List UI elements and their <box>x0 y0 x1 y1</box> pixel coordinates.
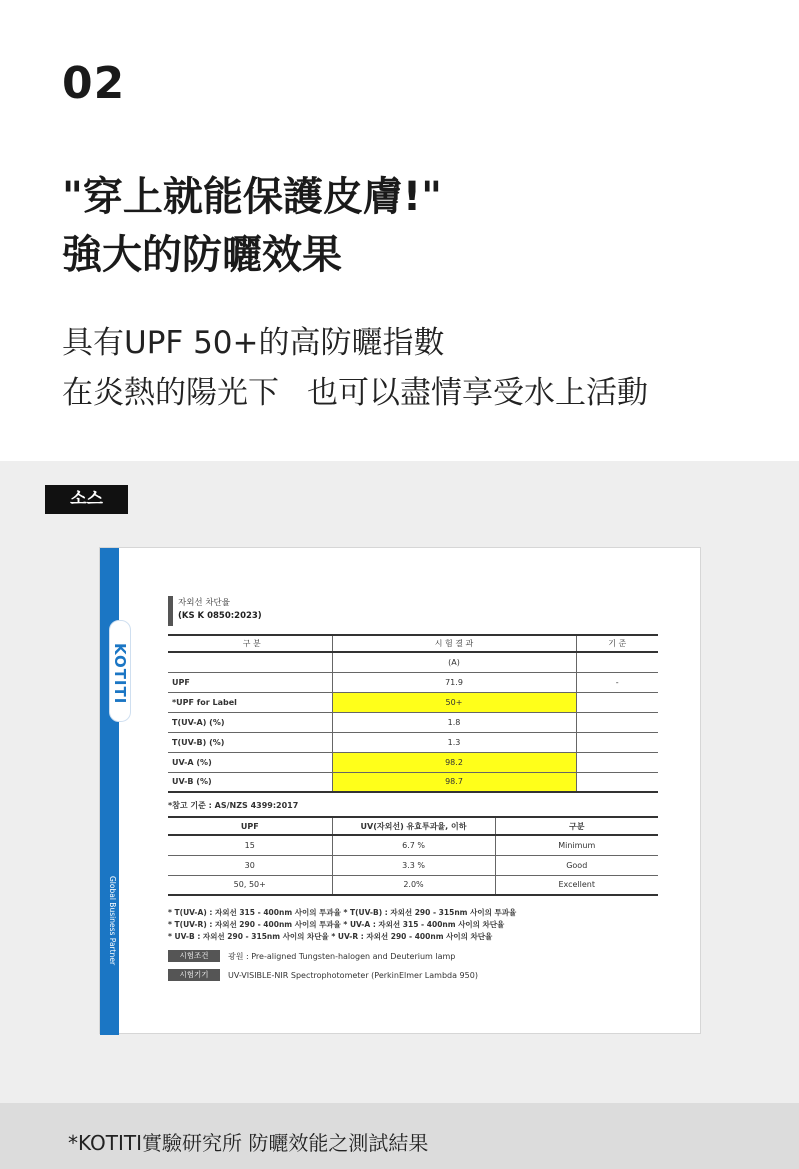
subtext-line-2a: 在炎熱的陽光下 <box>62 375 279 411</box>
table-row: T(UV-B) (%) 1.3 <box>168 732 658 752</box>
section-number: 02 <box>62 58 126 109</box>
source-tag: 소스 <box>45 485 128 514</box>
footnote: * T(UV-A) : 자외선 315 - 400nm 사이의 투과율 * T(UV-B) : 자외선 290 - 315nm 사이의 투과율 <box>168 908 517 917</box>
side-note: Global Business Partner <box>108 876 117 966</box>
subtext-line-2b: 也可以盡情享受水上活動 <box>307 375 648 411</box>
report-title: 자외선 차단율 <box>178 598 230 608</box>
results-table <box>168 634 658 793</box>
test-equipment <box>168 969 478 981</box>
condition-label: 시험조건 <box>168 950 220 962</box>
col-result: 시 험 결 과 <box>332 635 576 652</box>
condition-text: 광원 : Pre-aligned Tungsten-halogen and Deuterium lamp <box>228 951 456 961</box>
table-row: UV-B (%) 98.7 <box>168 772 658 792</box>
col-standard: 기 준 <box>576 635 658 652</box>
headline-line-2: 強大的防曬效果 <box>62 232 342 278</box>
subtext <box>62 318 648 418</box>
table-row: T(UV-A) (%) 1.8 <box>168 712 658 732</box>
table-row: UPF 71.9 - <box>168 672 658 692</box>
intro-section <box>0 0 799 461</box>
headline-line-1: "穿上就能保護皮膚!" <box>62 174 442 220</box>
kotiti-logo: KOTITI <box>111 643 129 705</box>
test-report-image <box>99 547 701 1034</box>
subtext-line-2 <box>62 368 648 418</box>
report-standard: (KS K 0850:2023) <box>178 611 262 621</box>
results-header-row <box>168 635 658 652</box>
table-row: 50, 50+ 2.0% Excellent <box>168 875 658 895</box>
test-condition <box>168 950 455 962</box>
bottom-caption: *KOTITI實驗研究所 防曬效能之測試結果 <box>68 1131 429 1155</box>
footnotes <box>168 907 516 943</box>
equipment-label: 시험기기 <box>168 969 220 981</box>
table-row: UV-A (%) 98.2 <box>168 752 658 772</box>
footnote: * T(UV-R) : 자외선 290 - 400nm 사이의 투과율 * UV-A : 자외선 315 - 400nm 사이의 차단율 <box>168 920 505 929</box>
col-category: 구 분 <box>168 635 332 652</box>
equipment-text: UV-VISIBLE-NIR Spectrophotometer (PerkinElmer Lambda 950) <box>228 970 478 980</box>
subtext-line-1: 具有UPF 50+的高防曬指數 <box>62 325 445 361</box>
results-subheader-row <box>168 652 658 672</box>
table-row: 30 3.3 % Good <box>168 855 658 875</box>
sample-label: (A) <box>332 652 576 672</box>
upf-classification-table <box>168 816 658 896</box>
header-marker <box>168 596 173 626</box>
classification-header-row: UPF UV(자외선) 유효투과율, 이하 구분 <box>168 817 658 835</box>
footnote: * UV-B : 자외선 290 - 315nm 사이의 차단율 * UV-R : 자외선 290 - 400nm 사이의 차단율 <box>168 932 493 941</box>
headline <box>62 168 442 284</box>
table-row: 15 6.7 % Minimum <box>168 835 658 855</box>
reference-note: *참고 기준 : AS/NZS 4399:2017 <box>168 801 299 810</box>
table-row: *UPF for Label 50+ <box>168 692 658 712</box>
